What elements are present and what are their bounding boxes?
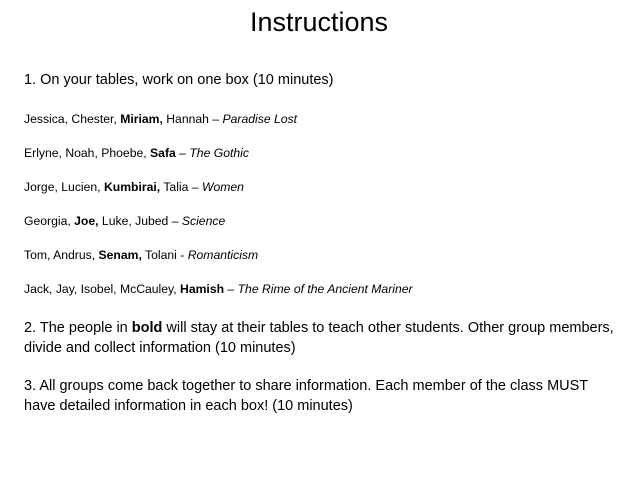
group-leader: Kumbirai,	[103, 180, 161, 194]
group-members-rest: Luke, Jubed –	[98, 214, 182, 228]
step-2-prefix: 2. The people in	[24, 320, 132, 336]
group-members: Jessica, Chester,	[24, 112, 121, 126]
group-members: Erlyne, Noah, Phoebe,	[24, 146, 151, 160]
group-members-rest: Tolani -	[141, 248, 188, 262]
group-leader: Safa	[150, 146, 176, 160]
group-line	[24, 179, 614, 195]
group-members: Tom, Andrus,	[24, 248, 99, 262]
group-line	[24, 145, 614, 161]
group-line	[24, 213, 614, 229]
group-leader: Joe,	[74, 214, 99, 228]
group-line	[24, 111, 614, 127]
group-topic: Women	[201, 180, 244, 194]
step-2-suffix: will stay at their tables to teach other students. Other group members, divide and collect information (10 minutes)	[24, 320, 614, 356]
group-members-rest: Talia –	[160, 180, 202, 194]
group-members-rest: –	[175, 146, 190, 160]
group-members: Jorge, Lucien,	[24, 180, 104, 194]
group-members-rest: Hannah –	[162, 112, 223, 126]
group-line	[24, 281, 614, 297]
step-2-text	[24, 318, 614, 358]
group-leader: Miriam,	[120, 112, 163, 126]
group-topic: The Gothic	[189, 146, 249, 160]
group-topic: Romanticism	[187, 248, 259, 262]
group-topic: Science	[181, 214, 226, 228]
group-members: Georgia,	[24, 214, 75, 228]
slide-title: Instructions	[249, 7, 389, 37]
group-members: Jack, Jay, Isobel, McCauley,	[24, 282, 181, 296]
group-members-rest: –	[224, 282, 238, 296]
group-topic: The Rime of the Ancient Mariner	[237, 282, 413, 296]
group-line	[24, 247, 614, 263]
group-leader: Hamish	[180, 282, 225, 296]
group-leader: Senam,	[98, 248, 142, 262]
step-2-bold-word: bold	[131, 320, 163, 336]
group-topic: Paradise Lost	[222, 112, 298, 126]
step-1-text: 1. On your tables, work on one box (10 minutes)	[24, 72, 334, 88]
step-3-text: 3. All groups come back together to share information. Each member of the class MUST have detailed information in each box! (10 minutes)	[24, 378, 588, 414]
